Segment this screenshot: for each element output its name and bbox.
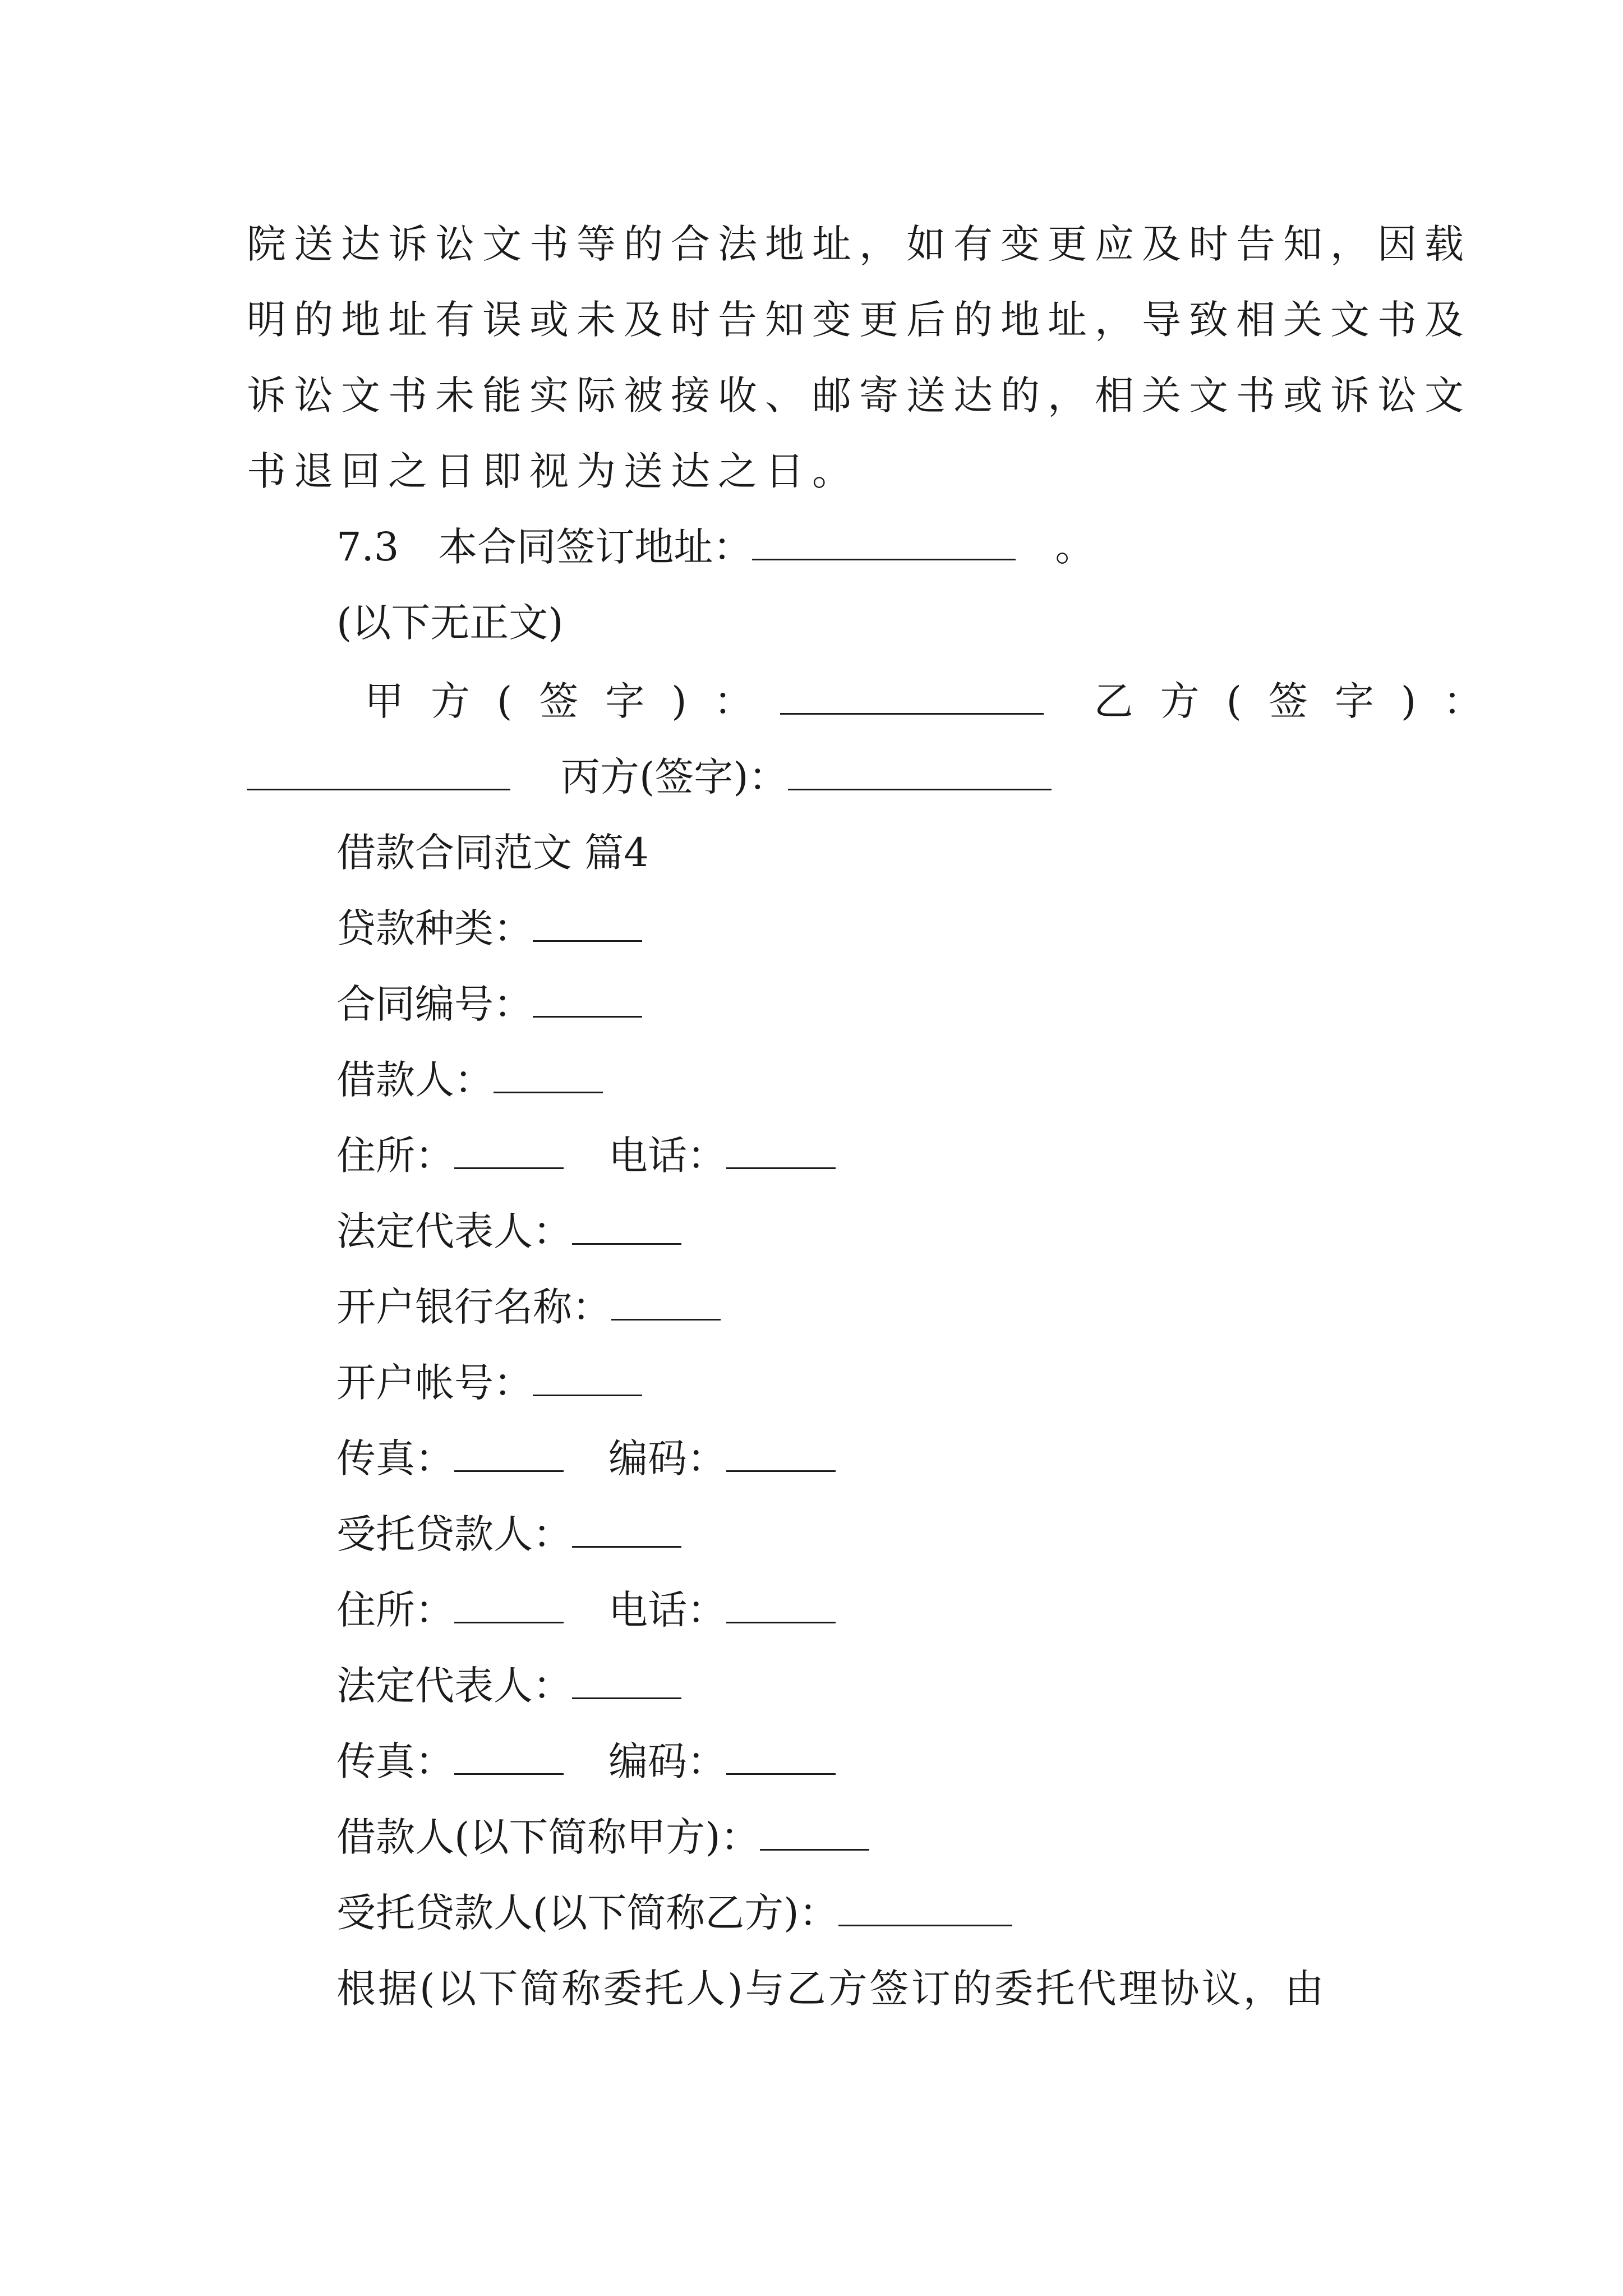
last-line: 根据(以下简称委托人)与乙方签订的委托代理协议，由 [336, 1966, 1326, 2012]
clause-7-3 [336, 519, 1469, 575]
paragraph-line-1: 院送达诉讼文书等的合法地址，如有变更应及时告知，因载 [247, 221, 1472, 267]
fax-postcode-row [336, 1430, 1469, 1487]
paragraph-line-3: 诉讼文书未能实际被接收、邮寄送达的，相关文书或诉讼文 [247, 372, 1472, 418]
fax-blank-2[interactable] [454, 1738, 564, 1775]
postcode-label: 编码： [608, 1435, 726, 1481]
section-title: 借款合同范文 篇4 [336, 830, 649, 876]
party-a-signature-blank[interactable] [780, 678, 1044, 715]
contract-no-label: 合同编号： [336, 981, 533, 1027]
postcode-label-2: 编码： [608, 1738, 726, 1784]
party-b-signature-label: 乙方(签字)： [1094, 678, 1510, 724]
address-label: 住所： [336, 1133, 454, 1179]
party-c-signature-blank[interactable] [788, 754, 1052, 790]
fax-label: 传真： [336, 1435, 454, 1481]
no-text-note: (以下无正文) [336, 600, 564, 646]
address-phone-row-2 [336, 1582, 1469, 1638]
legal-rep-row [336, 1203, 1469, 1259]
loan-type-label: 贷款种类： [336, 905, 533, 951]
legal-rep-label-2: 法定代表人： [336, 1663, 572, 1709]
postcode-blank-2[interactable] [726, 1738, 836, 1775]
address-phone-row [336, 1128, 1469, 1184]
signature-row-1 [365, 673, 1510, 729]
contract-no-blank[interactable] [533, 981, 642, 1018]
legal-rep-blank-2[interactable] [572, 1663, 681, 1699]
fax-postcode-row-2 [336, 1733, 1469, 1789]
legal-rep-row-2 [336, 1658, 1469, 1714]
legal-rep-blank[interactable] [572, 1208, 681, 1245]
signature-row-2 [247, 749, 1380, 805]
phone-label: 电话： [608, 1133, 726, 1179]
trustee-party-b-blank[interactable] [838, 1890, 1012, 1926]
postcode-blank[interactable] [726, 1435, 836, 1472]
borrower-party-a-label: 借款人(以下简称甲方)： [336, 1814, 760, 1860]
trustee-party-b-label: 受托贷款人(以下简称乙方)： [336, 1890, 838, 1936]
account-no-label: 开户帐号： [336, 1360, 533, 1406]
party-b-signature-blank[interactable] [247, 754, 510, 790]
bank-name-row [336, 1279, 1469, 1335]
trustee-lender-row [336, 1506, 1469, 1562]
phone-blank-2[interactable] [726, 1587, 836, 1623]
borrower-row [336, 1052, 1469, 1108]
clause-7-3-label: 7.3 本合同签订地址： [336, 524, 753, 570]
loan-type-row [336, 900, 1469, 956]
contract-no-row [336, 976, 1469, 1032]
bank-name-label: 开户银行名称： [336, 1284, 611, 1330]
clause-7-3-suffix: 。 [1055, 524, 1095, 570]
account-no-row [336, 1355, 1469, 1411]
borrower-party-a-blank[interactable] [760, 1814, 869, 1851]
party-a-signature-label: 甲方(签字)： [365, 678, 780, 724]
address-label-2: 住所： [336, 1587, 454, 1633]
borrower-label: 借款人： [336, 1057, 494, 1103]
phone-blank[interactable] [726, 1133, 836, 1169]
address-blank-2[interactable] [454, 1587, 564, 1623]
trustee-lender-label: 受托贷款人： [336, 1511, 572, 1557]
bank-name-blank[interactable] [611, 1284, 721, 1320]
borrower-blank[interactable] [494, 1057, 603, 1093]
phone-label-2: 电话： [608, 1587, 726, 1633]
loan-type-blank[interactable] [533, 905, 642, 942]
legal-rep-label: 法定代表人： [336, 1208, 572, 1254]
trustee-lender-blank[interactable] [572, 1511, 681, 1548]
borrower-party-a-row [336, 1809, 1469, 1865]
trustee-party-b-row [336, 1885, 1469, 1941]
account-no-blank[interactable] [533, 1360, 642, 1396]
fax-blank[interactable] [454, 1435, 564, 1472]
signing-address-blank[interactable] [752, 524, 1016, 560]
paragraph-line-2: 明的地址有误或未及时告知变更后的地址，导致相关文书及 [247, 297, 1472, 343]
party-c-signature-label: 丙方(签字)： [561, 754, 788, 800]
paragraph-line-4: 书退回之日即视为送达之日。 [247, 448, 859, 494]
address-blank[interactable] [454, 1133, 564, 1169]
fax-label-2: 传真： [336, 1738, 454, 1784]
